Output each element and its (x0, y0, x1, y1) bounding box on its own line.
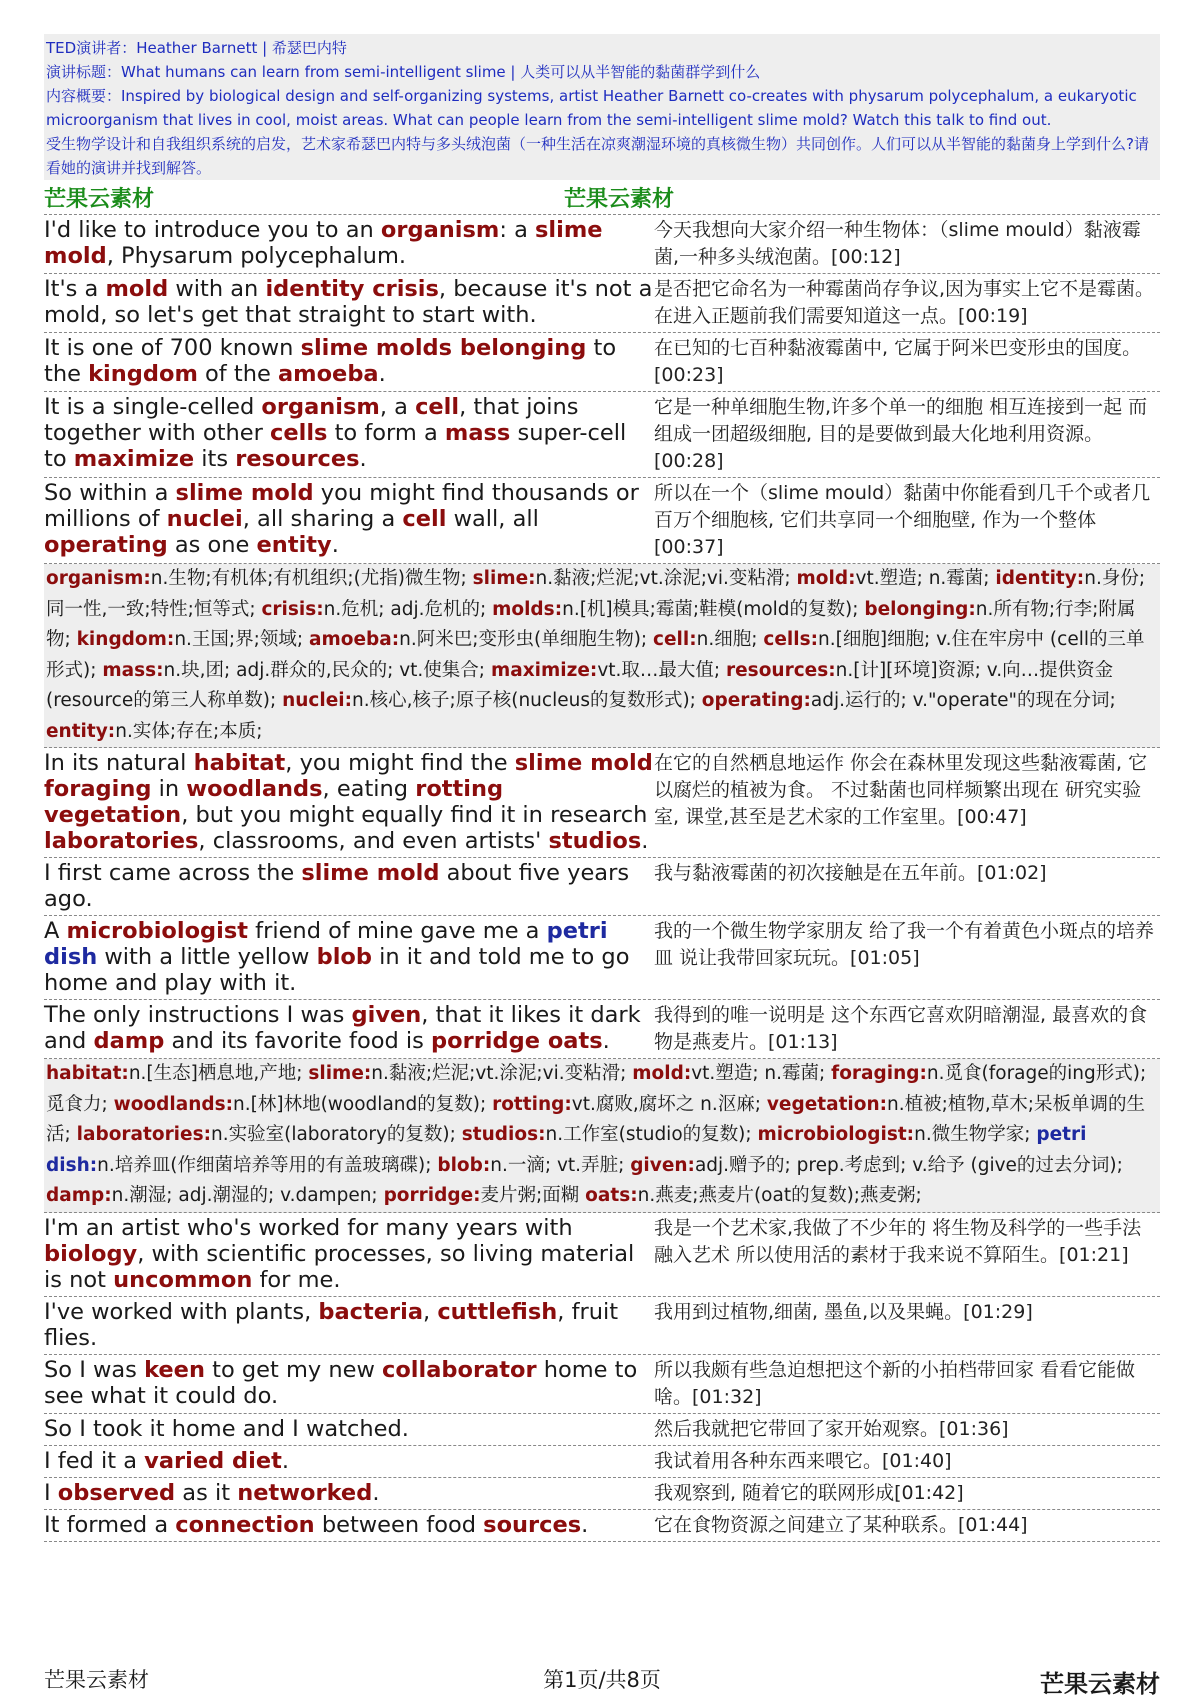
sentence-row (44, 1297, 1160, 1355)
vocab-definition: n.王国;界;领域; (174, 629, 309, 650)
sentence-text: So I took it home and I watched. (44, 1415, 409, 1442)
summary-en: 内容概要：Inspired by biological design and self-organizing systems, artist Heather Barnett co-creates with physarum polycephalum, a eukaryotic microorganism that lives in cool, moist areas. What can people learn from the semi-intelligent slime mold? Watch this talk to find out. (46, 87, 1137, 129)
keyword: slime mold (301, 860, 440, 886)
sentence-text: The only instructions I was (44, 1002, 352, 1028)
sentence-text: I've worked with plants, (44, 1298, 319, 1325)
sentence-en (44, 333, 654, 391)
keyword: damp (93, 1028, 165, 1054)
keyword: cuttlefish (437, 1298, 558, 1325)
keyword: studios (548, 828, 642, 854)
keyword: slime mold (175, 480, 314, 506)
vocab-term: damp: (46, 1185, 112, 1206)
sentence-text: as one (167, 532, 257, 558)
keyword: collaborator (382, 1356, 537, 1383)
vocab-term: entity: (46, 720, 116, 742)
vocab-term: woodlands: (113, 1093, 234, 1115)
vocab-term: cell: (653, 629, 697, 650)
sentence-zh: 我是一个艺术家,我做了不少年的 将生物及科学的一些手法融入艺术 所以使用活的素材于我来说不算陌生。[01:21] (654, 1216, 1142, 1266)
keyword-blue: petri dish (44, 918, 608, 970)
vocab-block-2 (44, 1059, 1160, 1213)
sentence-en (44, 1000, 654, 1058)
sentence-text: , eating (322, 776, 416, 802)
keyword: bacteria (318, 1298, 424, 1325)
page-footer (44, 1664, 1160, 1698)
vocab-term: studios: (461, 1124, 546, 1145)
brand-row (44, 180, 1160, 215)
sentence-text: It is a single-celled (44, 394, 262, 420)
sentence-text: So within a (44, 480, 176, 506)
sentence-en (44, 748, 654, 857)
sentence-text: with an (168, 276, 266, 302)
vocab-definition: n.潮湿; adj.潮湿的; v.dampen; (111, 1185, 384, 1206)
sentence-text: . (641, 828, 649, 854)
vocab-definition: n.[机]模具;霉菌;鞋模(mold的复数); (562, 598, 865, 620)
document-page (44, 34, 1160, 1542)
vocab-term: kingdom: (76, 629, 175, 650)
sentence-text: and its favorite food is (164, 1028, 432, 1054)
vocab-term: blob: (437, 1154, 491, 1176)
vocab-definition: vt.塑造; n.霉菌; (691, 1063, 832, 1084)
vocab-definition: n.细胞; (696, 629, 764, 650)
vocab-definition: n.生物;有机体;有机组织;(尤指)微生物; (150, 568, 473, 589)
sentence-text: to form a (327, 420, 445, 446)
sentence-text: of the (197, 361, 278, 387)
sentence-text: A (44, 918, 67, 944)
vocab-definition: adj.赠予的; prep.考虑到; v.给予 (give的过去分词); (694, 1154, 1123, 1176)
sentence-zh: 我观察到, 随着它的联网形成[01:42] (654, 1481, 964, 1504)
sentence-text: I'm an artist who's worked for many years with (44, 1214, 573, 1241)
vocab-definition: n.觅食(forage的ing形式);觅食力; (46, 1063, 1147, 1115)
sentence-text: It formed a (44, 1511, 176, 1538)
vocab-definition: n.危机; adj.危机的; (323, 598, 493, 620)
vocab-term: nuclei: (282, 690, 353, 711)
sentence-zh: 在已知的七百种黏液霉菌中, 它属于阿米巴变形虫的国度。[00:23] (654, 337, 1142, 386)
sentence-zh: 在它的自然栖息地运作 你会在森林里发现这些黏液霉菌, 它以腐烂的植被为食。 不过黏菌也同样频繁出现在 研究实验室, 课堂,甚至是艺术家的工作室里。[00:47] (654, 752, 1148, 828)
vocab-term: habitat: (46, 1063, 129, 1084)
sentence-zh: 它在食物资源之间建立了某种联系。[01:44] (654, 1513, 1028, 1536)
transcript-block-3 (44, 1213, 1160, 1542)
brand-watermark-mid: 芒果云素材 (564, 185, 675, 212)
vocab-definition: vt.腐败,腐坏之 n.沤麻; (571, 1093, 767, 1115)
sentence-text: , with scientific processes, so living material is not (44, 1240, 635, 1293)
sentence-en (44, 1510, 654, 1541)
vocab-definition: n.燕麦;燕麦片(oat的复数);燕麦粥; (637, 1185, 922, 1206)
speaker-line: TED演讲者：Heather Barnett | 希瑟巴内特 (46, 39, 347, 57)
vocab-definition: n.[林]林地(woodland的复数); (233, 1093, 493, 1115)
brand-watermark-left: 芒果云素材 (44, 185, 155, 212)
sentence-text: . (372, 1479, 380, 1506)
keyword: woodlands (186, 776, 323, 802)
keyword: connection (175, 1511, 315, 1538)
vocab-definition: n.阿米巴;变形虫(单细胞生物); (399, 629, 654, 650)
sentence-row (44, 215, 1160, 274)
footer-brand-left: 芒果云素材 (44, 1668, 149, 1692)
keyword: observed (57, 1479, 176, 1506)
sentence-text: , classrooms, and even artists' (198, 828, 549, 854)
keyword: given (351, 1002, 422, 1028)
vocab-definition: n.核心,核子;原子核(nucleus的复数形式); (352, 690, 702, 711)
sentence-row (44, 478, 1160, 564)
sentence-zh: 它是一种单细胞生物,许多个单一的细胞 相互连接到一起 而组成一团超级细胞, 目的是要做到最大化地利用资源。[00:28] (654, 396, 1148, 472)
sentence-text: in it and told me to go home and play with it. (44, 944, 630, 996)
sentence-en (44, 1414, 654, 1445)
keyword: resources (235, 446, 360, 472)
sentence-text: for me. (252, 1266, 341, 1293)
vocab-term: foraging: (831, 1063, 927, 1084)
vocab-term: mold: (796, 568, 856, 589)
vocab-definition: vt.塑造; n.霉菌; (855, 568, 996, 589)
sentence-text: about five years ago. (44, 860, 630, 912)
summary-zh: 受生物学设计和自我组织系统的启发，艺术家希瑟巴内特与多头绒泡菌（一种生活在凉爽潮湿环境的真核微生物）共同创作。人们可以从半智能的黏菌身上学到什么?请看她的演讲并找到解答。 (46, 135, 1149, 177)
vocab-term: slime: (308, 1063, 372, 1084)
sentence-text: . (281, 1447, 290, 1474)
sentence-zh: 然后我就把它带回了家开始观察。[01:36] (654, 1417, 1009, 1440)
vocab-term: organism: (46, 568, 151, 589)
sentence-zh: 我用到过植物,细菌, 墨鱼,以及果蝇。[01:29] (654, 1300, 1033, 1323)
keyword: entity (256, 532, 332, 558)
sentence-text: In its natural (44, 750, 194, 776)
vocab-definition: n.一滴; vt.弄脏; (490, 1154, 631, 1176)
vocab-definition: n.植被;植物,草木;呆板单调的生活; (46, 1093, 1145, 1145)
talk-header (44, 34, 1160, 180)
keyword: biology (44, 1240, 138, 1267)
keyword: nuclei (166, 506, 243, 532)
sentence-text: . (331, 532, 339, 558)
sentence-row (44, 1510, 1160, 1542)
sentence-text: super-cell to (44, 420, 627, 472)
sentence-text: , you might find the (285, 750, 515, 776)
vocab-term: cells: (763, 629, 818, 650)
sentence-text: , because it's not a mold, so let's get that straight to start with. (44, 276, 653, 328)
sentence-text: , a (379, 394, 416, 420)
sentence-row (44, 1446, 1160, 1478)
sentence-row (44, 333, 1160, 392)
sentence-text: , all sharing a (242, 506, 403, 532)
page-number: 第1页/共8页 (543, 1668, 661, 1692)
keyword: kingdom (88, 361, 198, 387)
keyword: slime mold foraging (44, 750, 653, 802)
vocab-definition: n.身份;同一性,一致;特性;恒等式; (46, 568, 1146, 620)
keyword: porridge oats (431, 1028, 603, 1054)
keyword: mass (444, 420, 511, 446)
vocab-definition: 麦片粥;面糊 (480, 1185, 586, 1206)
sentence-row (44, 392, 1160, 478)
sentence-row (44, 858, 1160, 916)
vocab-term-blue: petri dish: (46, 1124, 1087, 1176)
sentence-zh: 我得到的唯一说明是 这个东西它喜欢阴暗潮湿, 最喜欢的食物是燕麦片。[01:13] (654, 1004, 1148, 1053)
vocab-term: belonging: (864, 598, 976, 620)
sentence-row (44, 274, 1160, 333)
sentence-text: in (151, 776, 187, 802)
keyword: mold (105, 276, 169, 302)
keyword: varied diet (144, 1447, 282, 1474)
sentence-text: between food (314, 1511, 484, 1538)
vocab-term: given: (630, 1154, 695, 1176)
vocab-definition: n.实验室(laboratory的复数); (211, 1124, 462, 1145)
keyword: organism (261, 394, 380, 420)
keyword: cell (402, 506, 447, 532)
keyword: slime mold (44, 217, 603, 269)
vocab-term: mold: (632, 1063, 692, 1084)
sentence-text: to the (44, 335, 617, 387)
vocab-term: crisis: (261, 598, 324, 620)
sentence-en (44, 478, 654, 563)
vocab-term: microbiologist: (757, 1124, 915, 1145)
vocab-term: oats: (585, 1185, 638, 1206)
vocab-block-1 (44, 564, 1160, 748)
sentence-zh: 今天我想向大家介绍一种生物体：（slime mould）黏液霉菌,一种多头绒泡菌。[00:12] (654, 219, 1141, 268)
sentence-text: as it (175, 1479, 238, 1506)
keyword: keen (144, 1356, 205, 1383)
vocab-definition: n.培养皿(作细菌培养等用的有盖玻璃碟); (97, 1154, 438, 1176)
sentence-text: home to see what it could do. (44, 1356, 638, 1409)
sentence-text: , fruit flies. (44, 1298, 619, 1351)
keyword: identity crisis (265, 276, 439, 302)
keyword: slime molds belonging (300, 335, 587, 361)
vocab-definition: n.[生态]栖息地,产地; (128, 1063, 309, 1084)
vocab-term: molds: (492, 598, 563, 620)
sentence-text: to get my new (204, 1356, 383, 1383)
sentence-text: So I was (44, 1356, 145, 1383)
sentence-text: . (581, 1511, 589, 1538)
keyword: rotting vegetation (44, 776, 504, 828)
sentence-en (44, 916, 654, 999)
keyword: amoeba (277, 361, 379, 387)
sentence-row (44, 1213, 1160, 1297)
footer-brand-right: 芒果云素材 (1040, 1670, 1160, 1698)
sentence-row (44, 748, 1160, 858)
sentence-text: , but you might equally find it in research (181, 802, 648, 828)
keyword: sources (483, 1511, 582, 1538)
sentence-row (44, 1355, 1160, 1414)
sentence-text: with a little yellow (97, 944, 317, 970)
sentence-text: you might find thousands or millions of (44, 480, 639, 532)
sentence-zh: 所以我颇有些急迫想把这个新的小拍档带回家 看看它能做啥。[01:32] (654, 1358, 1136, 1408)
vocab-definition: vt.取…最大值; (597, 659, 727, 681)
sentence-en (44, 1478, 654, 1509)
sentence-text: , Physarum polycephalum. (106, 243, 407, 269)
vocab-definition: n.实体;存在;本质; (115, 720, 263, 742)
keyword: cell (415, 394, 460, 420)
sentence-en (44, 1355, 654, 1413)
sentence-en (44, 392, 654, 477)
sentence-zh: 我与黏液霉菌的初次接触是在五年前。[01:02] (654, 862, 1047, 884)
keyword: cells (270, 420, 328, 446)
sentence-text: friend of mine gave me a (248, 918, 547, 944)
sentence-text: its (194, 446, 236, 472)
sentence-text: . (602, 1028, 610, 1054)
keyword: operating (44, 532, 168, 558)
transcript-block-1 (44, 215, 1160, 564)
sentence-text: . (359, 446, 367, 472)
keyword: habitat (193, 750, 286, 776)
transcript-block-2 (44, 748, 1160, 1059)
sentence-zh: 我试着用各种东西来喂它。[01:40] (654, 1449, 952, 1472)
sentence-text: It is one of 700 known (44, 335, 301, 361)
vocab-definition: n.工作室(studio的复数); (545, 1124, 758, 1145)
vocab-definition: adj.运行的; v."operate"的现在分词; (810, 690, 1116, 711)
keyword: networked (237, 1479, 373, 1506)
vocab-term: laboratories: (76, 1124, 211, 1145)
sentence-text: I'd like to introduce you to an (44, 217, 381, 243)
sentence-row (44, 1414, 1160, 1446)
vocab-term: slime: (472, 568, 536, 589)
keyword: laboratories (44, 828, 199, 854)
sentence-row (44, 1478, 1160, 1510)
keyword: uncommon (113, 1266, 253, 1293)
vocab-term: maximize: (490, 659, 598, 681)
keyword: organism (380, 217, 500, 243)
sentence-en (44, 1213, 654, 1296)
sentence-text: I fed it a (44, 1447, 145, 1474)
sentence-text: I first came across the (44, 860, 302, 886)
vocab-definition: n.黏液;烂泥;vt.涂泥;vi.变粘滑; (371, 1063, 633, 1084)
keyword: microbiologist (66, 918, 249, 944)
vocab-term: porridge: (383, 1185, 481, 1206)
sentence-text: , (423, 1298, 438, 1325)
sentence-text: I (44, 1479, 58, 1506)
sentence-text: : a (499, 217, 536, 243)
vocab-definition: n.[细胞]细胞; v.住在牢房中 (cell的三单形式); (46, 629, 1145, 681)
vocab-term: identity: (995, 568, 1085, 589)
sentence-text: , that it likes it dark and (44, 1002, 641, 1054)
sentence-zh: 所以在一个（slime mould）黏菌中你能看到几千个或者几百万个细胞核, 它们共享同一个细胞壁, 作为一个整体[00:37] (654, 482, 1151, 558)
sentence-zh: 是否把它命名为一种霉菌尚存争议,因为事实上它不是霉菌。 在进入正题前我们需要知道这一点。[00:19] (654, 278, 1155, 327)
vocab-term: resources: (726, 659, 836, 681)
vocab-definition: n.块,团; adj.群众的,民众的; vt.使集合; (163, 659, 491, 681)
keyword: blob (316, 944, 372, 970)
vocab-term: amoeba: (309, 629, 400, 650)
title-line: 演讲标题：What humans can learn from semi-intelligent slime | 人类可以从半智能的黏菌群学到什么 (46, 63, 761, 81)
vocab-definition: n.微生物学家; (914, 1124, 1037, 1145)
vocab-definition: n.[计][环境]资源; v.向…提供资金 (resource的第三人称单数); (46, 659, 1114, 711)
sentence-en (44, 274, 654, 332)
sentence-zh: 我的一个微生物学家朋友 给了我一个有着黄色小斑点的培养皿 说让我带回家玩玩。[01:05] (654, 920, 1155, 969)
sentence-text: . (378, 361, 386, 387)
vocab-term: rotting: (492, 1093, 572, 1115)
vocab-term: operating: (701, 690, 811, 711)
vocab-definition: n.所有物;行李;附属物; (46, 598, 1136, 650)
vocab-term: vegetation: (766, 1093, 888, 1115)
sentence-en (44, 1297, 654, 1354)
keyword: maximize (73, 446, 195, 472)
sentence-en (44, 858, 654, 915)
sentence-text: It's a (44, 276, 106, 302)
vocab-term: mass: (102, 659, 164, 681)
sentence-en (44, 215, 654, 273)
sentence-row (44, 916, 1160, 1000)
sentence-row (44, 1000, 1160, 1059)
sentence-text: , that joins together with other (44, 394, 579, 446)
sentence-text: wall, all (446, 506, 539, 532)
vocab-definition: n.黏液;烂泥;vt.涂泥;vi.变粘滑; (535, 568, 797, 589)
sentence-en (44, 1446, 654, 1477)
